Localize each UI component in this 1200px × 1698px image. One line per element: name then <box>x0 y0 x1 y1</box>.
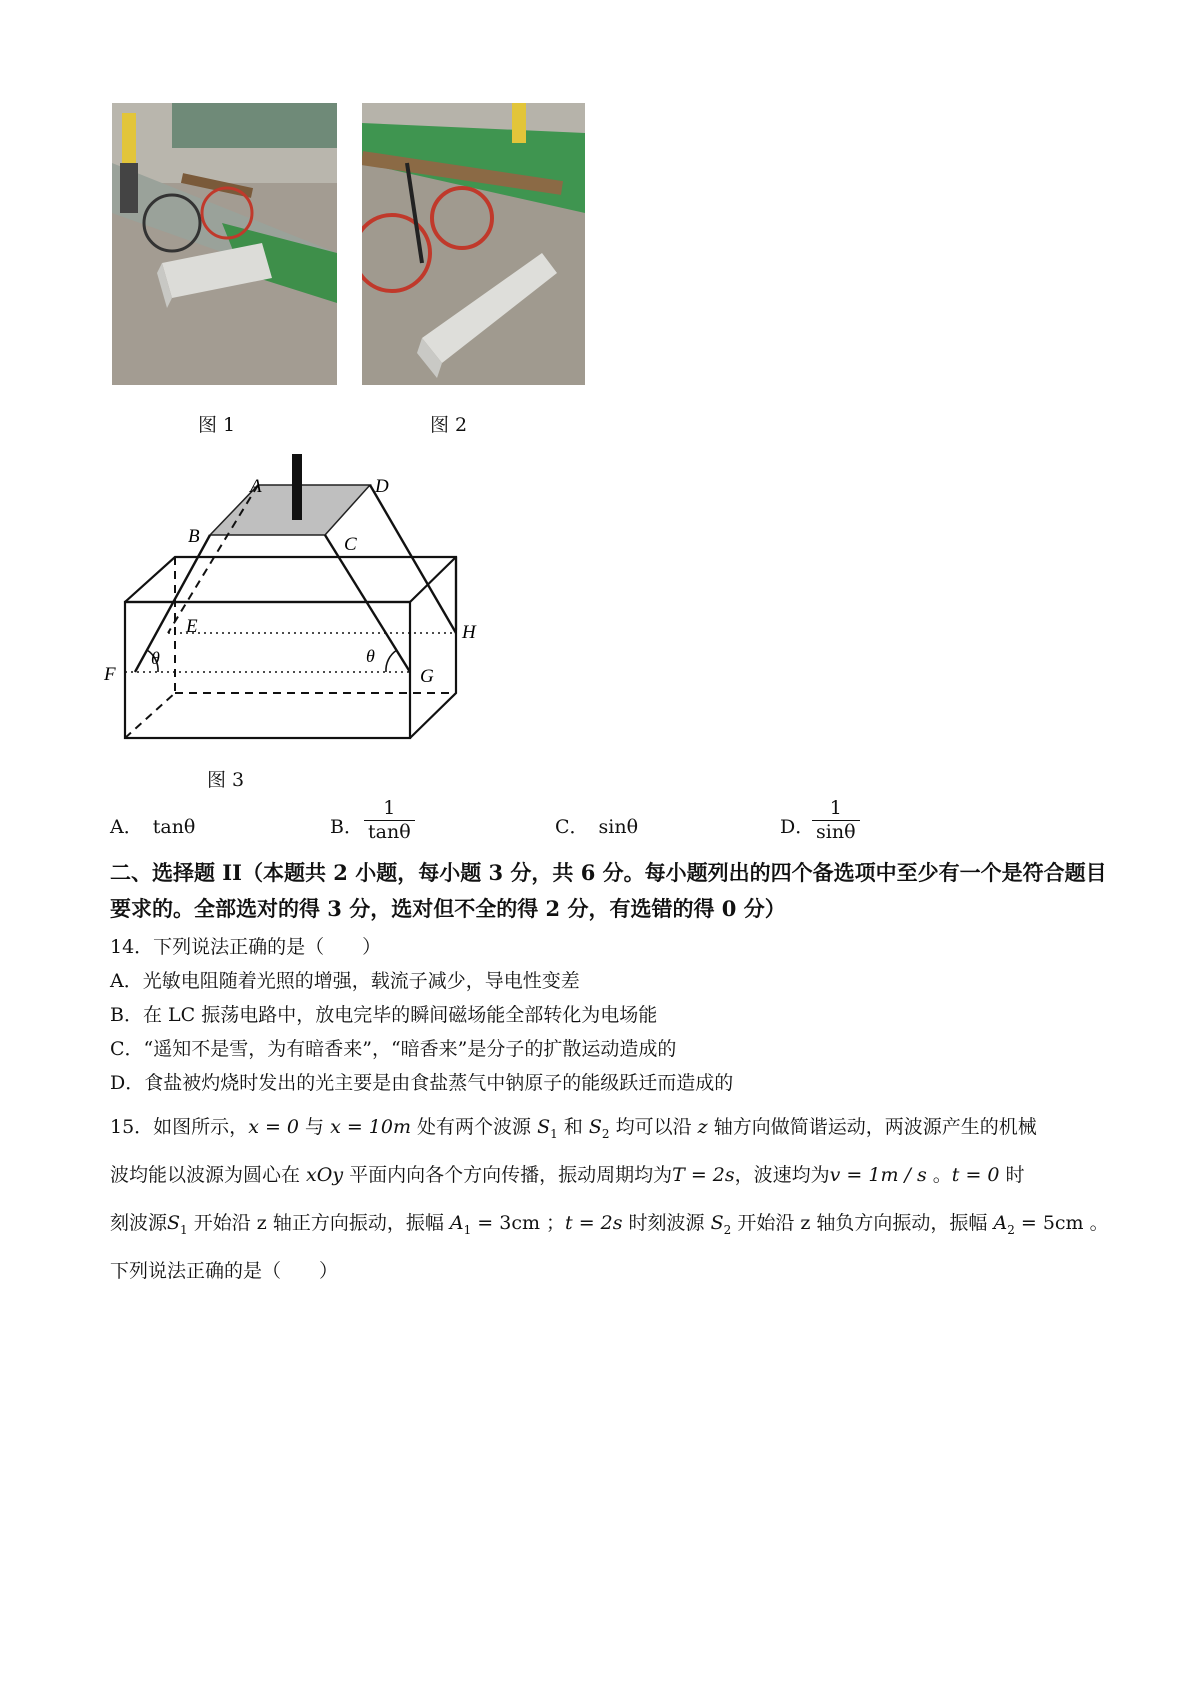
label-h: H <box>462 622 476 643</box>
option-a <box>110 812 195 839</box>
section-2-heading: 二、选择题 II（本题共 2 小题，每小题 3 分，共 6 分。每小题列出的四个备选项中至少有一个是符合题目要求的。全部选对的得 3 分，选对但不全的得 2 分，有选错的得 0 分） <box>110 860 1107 921</box>
rod <box>292 454 302 520</box>
q15-math-period: T = 2s <box>672 1164 735 1186</box>
rope-bf <box>135 535 210 672</box>
option-b-letter: B． <box>330 816 363 838</box>
label-e: E <box>186 616 198 637</box>
q15-math-t2: t = 2s <box>565 1212 623 1234</box>
q14-option-d: D．食盐被灼烧时发出的光主要是由食盐蒸气中钠原子的能级跃迁而造成的 <box>110 1072 734 1094</box>
q15-math-a2: A <box>993 1212 1008 1234</box>
q15-math-t0: t = 0 <box>951 1164 1000 1186</box>
q15-text: 。 <box>1083 1212 1109 1234</box>
q15-text: 轴方向做简谐运动，两波源产生的机械 <box>707 1116 1037 1138</box>
q15-math-a2-sub: 2 <box>1007 1222 1015 1237</box>
q15-math-s2-sub: 2 <box>601 1126 610 1141</box>
q15-line-2 <box>110 1160 1025 1187</box>
q15-math-a1-value: = 3cm <box>471 1212 540 1234</box>
option-a-expr: tanθ <box>152 816 196 838</box>
q15-text: 15．如图所示， <box>110 1116 249 1138</box>
q15-math-s2: S <box>588 1116 602 1138</box>
figure-2-photo-drawing <box>362 103 585 385</box>
q15-text: 与 <box>299 1116 331 1138</box>
option-b-fraction <box>364 798 415 844</box>
figure-2-caption: 图 2 <box>430 414 468 436</box>
figure-1-caption: 图 1 <box>198 414 236 436</box>
q15-text: 和 <box>557 1116 589 1138</box>
q15-math-x10: x = 10m <box>330 1116 412 1138</box>
figure-3-diagram <box>100 450 500 750</box>
q14-option-b: B．在 LC 振荡电路中，放电完毕的瞬间磁场能全部转化为电场能 <box>110 1004 658 1026</box>
q15-math-a1: A <box>449 1212 464 1234</box>
q15-math-s1-sub: 1 <box>180 1222 188 1237</box>
q15-math-speed: v = 1m / s <box>829 1164 927 1186</box>
q15-line-1 <box>110 1112 1037 1141</box>
angle-arc-g <box>386 650 397 672</box>
q15-math-xoy: xOy <box>306 1164 344 1186</box>
q15-text: 时 <box>999 1164 1025 1186</box>
q15-text: 刻波源 <box>110 1212 168 1234</box>
figure-3-caption: 图 3 <box>207 769 245 791</box>
option-b-numerator: 1 <box>383 797 396 819</box>
q15-math-s1-sub: 1 <box>550 1126 558 1141</box>
q15-math-s2-sub: 2 <box>723 1222 732 1237</box>
q14-option-a: A．光敏电阻随着光照的增强，载流子减少，导电性变差 <box>110 970 580 992</box>
label-g: G <box>420 666 434 687</box>
q15-text: 开始沿 z 轴正方向振动，振幅 <box>187 1212 450 1234</box>
option-c-letter: C． <box>555 816 589 838</box>
q15-text: ； <box>539 1212 566 1234</box>
q15-text: 处有两个波源 <box>411 1116 538 1138</box>
q15-math-a2-value: = 5cm <box>1014 1212 1084 1234</box>
figure-1-photo-drawing <box>112 103 337 385</box>
option-c-expr: sinθ <box>598 816 639 838</box>
rope-dh <box>370 485 456 633</box>
option-d-numerator: 1 <box>829 797 842 819</box>
option-d-letter: D． <box>780 816 815 838</box>
option-d-denominator: sinθ <box>812 820 860 844</box>
option-a-letter: A． <box>110 816 143 838</box>
plate-abcd <box>210 485 370 535</box>
box-front-face <box>125 602 410 738</box>
label-d: D <box>375 476 389 497</box>
q15-math-s1: S <box>167 1212 181 1234</box>
q15-text: 。 <box>926 1164 952 1186</box>
label-theta-g: θ <box>366 646 375 666</box>
q15-text: 平面内向各个方向传播，振动周期均为 <box>343 1164 673 1186</box>
hidden-bottom-left-edge <box>125 693 175 738</box>
figure-2-photo <box>362 103 585 385</box>
q14-option-c: C．“遥知不是雪，为有暗香来”，“暗香来”是分子的扩散运动造成的 <box>110 1038 677 1060</box>
box-right-face <box>410 557 456 738</box>
q15-text: 均可以沿 <box>609 1116 698 1138</box>
label-a: A <box>250 476 262 497</box>
q15-math-x0: x = 0 <box>248 1116 299 1138</box>
q15-text: 开始沿 z 轴负方向振动，振幅 <box>731 1212 994 1234</box>
q15-text: 时刻波源 <box>622 1212 711 1234</box>
q15-text: ，波速均为 <box>734 1164 830 1186</box>
q15-math-a1-sub: 1 <box>463 1222 472 1237</box>
label-b: B <box>188 526 200 547</box>
option-c <box>555 812 638 839</box>
q15-line-4: 下列说法正确的是（ ） <box>110 1260 339 1282</box>
q15-line-3 <box>110 1208 1109 1237</box>
figure-1-photo <box>112 103 337 385</box>
option-b-denominator: tanθ <box>364 820 415 844</box>
q15-math-s2: S <box>710 1212 724 1234</box>
q14-stem: 14．下列说法正确的是（ ） <box>110 936 382 958</box>
option-d-fraction <box>812 798 860 844</box>
q15-math-z: z <box>697 1116 708 1138</box>
label-theta-f: θ <box>151 648 160 668</box>
label-f: F <box>104 664 116 685</box>
q15-text: 波均能以波源为圆心在 <box>110 1164 307 1186</box>
label-c: C <box>344 534 357 555</box>
q15-math-s1: S <box>537 1116 551 1138</box>
